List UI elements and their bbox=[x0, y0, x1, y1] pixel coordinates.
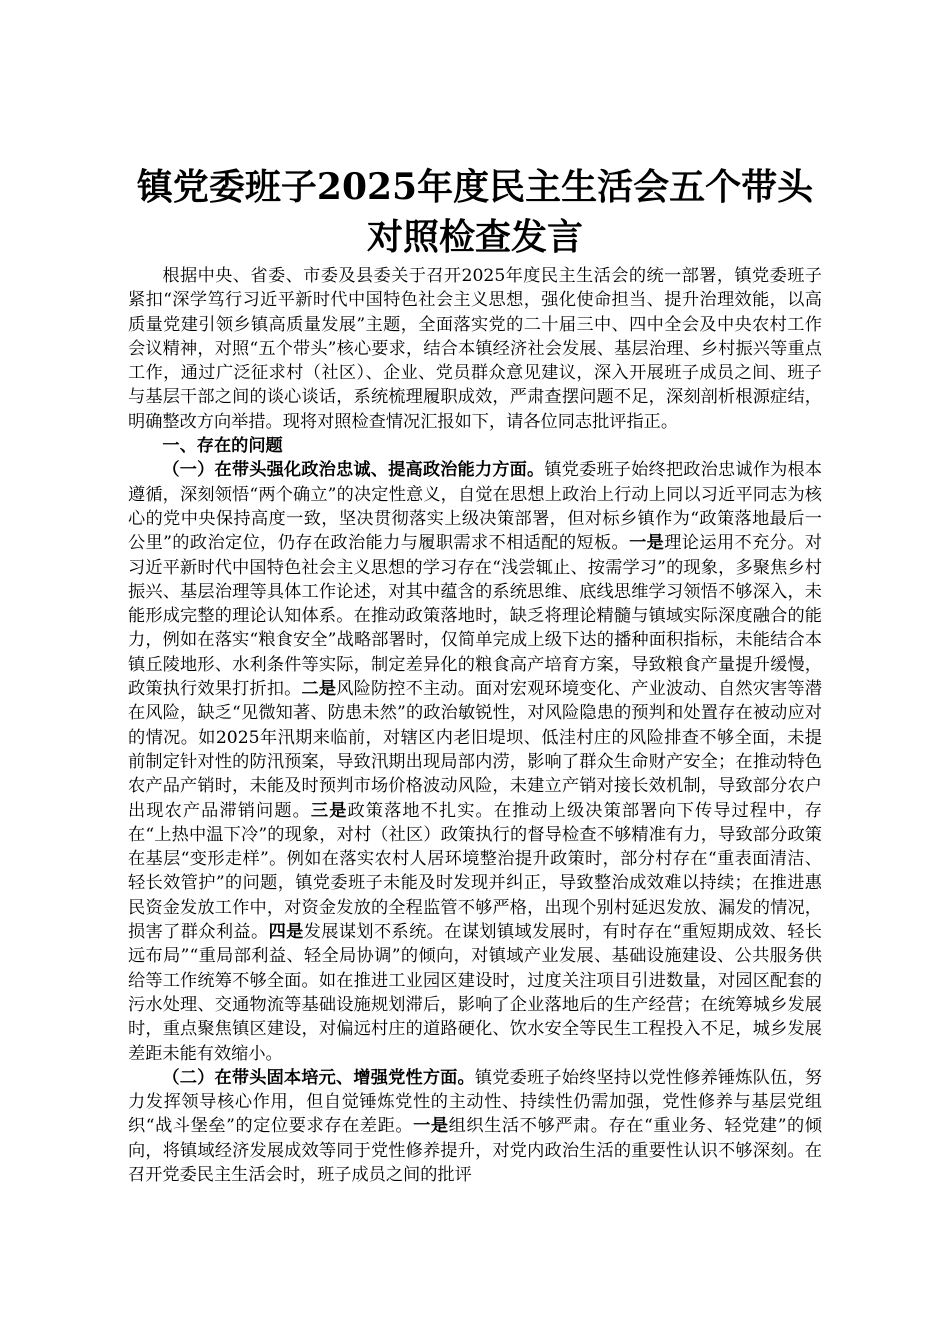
part1-point1-text: 理论运用不充分。对习近平新时代中国特色社会主义思想的学习存在“浅尝辄止、按需学习”的现象，多聚焦乡村振兴、基层治理等具体工作论述，对其中蕴含的系统思维、底线思维学习领悟不够深入，未能形成完整的理论认知体系。在推动政策落地时，缺乏将理论精髓与镇域实际深度融合的能力，例如在落实“粮食安全”战略部署时，仅简单完成上级下达的播种面积指标，未能结合本镇丘陵地形、水利条件等实际，制定差异化的粮食高产培育方案，导致粮食产量提升缓慢，政策执行效果打折扣。 bbox=[128, 533, 822, 700]
part2-text: 镇党委班子始终坚持以党性修养锤炼队伍，努力发挥领导核心作用，但自觉锤炼党性的主动性、持续性仍需加强，党性修养与基层党组织“战斗堡垒”的定位要求存在差距。 bbox=[128, 1067, 822, 1137]
document-title: 镇党委班子2025年度民主生活会五个带头对照检查发言 bbox=[136, 166, 814, 258]
part1-point1-label: 一是 bbox=[629, 533, 665, 554]
part2-paragraph bbox=[128, 1066, 822, 1187]
document-page bbox=[128, 0, 822, 1187]
part2-point1-label: 一是 bbox=[413, 1116, 449, 1137]
section-heading-problems: 一、存在的问题 bbox=[162, 436, 283, 457]
part1-point4-label: 四是 bbox=[268, 922, 304, 943]
part1-point3-label: 三是 bbox=[310, 800, 348, 821]
part1-point4-text: 发展谋划不系统。在谋划镇域发展时，有时存在“重短期成效、轻长远布局”“重局部利益、轻全局协调”的倾向，对镇域产业发展、基础设施建设、公共服务供给等工作统筹不够全面。如在推进工业园区建设时，过度关注项目引进数量，对园区配套的污水处理、交通物流等基础设施规划滞后，影响了企业落地后的生产经营；在统筹城乡发展时，重点聚焦镇区建设，对偏远村庄的道路硬化、饮水安全等民生工程投入不足，城乡发展差距未能有效缩小。 bbox=[128, 922, 822, 1064]
part1-text: 镇党委班子始终把政治忠诚作为根本遵循，深刻领悟“两个确立”的决定性意义，自觉在思想上政治上行动上同以习近平同志为核心的党中央保持高度一致，坚决贯彻落实上级决策部署，但对标乡镇作为“政策落地最后一公里”的政治定位，仍存在政治能力与履职需求不相适配的短板。 bbox=[128, 460, 822, 554]
part1-point2-text: 风险防控不主动。面对宏观环境变化、产业波动、自然灾害等潜在风险，缺乏“见微知著、防患未然”的政治敏锐性，对风险隐患的预判和处置存在被动应对的情况。如2025年汛期来临前，对辖区内老旧堤坝、低洼村庄的风险排查不够全面，未提前制定针对性的防汛预案，导致汛期出现局部内涝，影响了群众生命财产安全；在推动特色农产品产销时，未能及时预判市场价格波动风险，未建立产销对接长效机制，导致部分农户出现农产品滞销问题。 bbox=[128, 679, 822, 821]
part1-point3-text: 政策落地不扎实。在推动上级决策部署向下传导过程中，存在“上热中温下冷”的现象，对村（社区）政策执行的督导检查不够精准有力，导致部分政策在基层“变形走样”。例如在落实农村人居环境整治提升政策时，部分村存在“重表面清洁、轻长效管护”的问题，镇党委班子未能及时发现并纠正，导致整治成效难以持续；在推进惠民资金发放工作中，对资金发放的全程监管不够严格，出现个别村延迟发放、漏发的情况，损害了群众利益。 bbox=[128, 800, 822, 943]
part2-heading: （二）在带头固本培元、增强党性方面。 bbox=[162, 1067, 475, 1088]
intro-paragraph: 根据中央、省委、市委及县委关于召开2025年度民主生活会的统一部署，镇党委班子紧扣“深学笃行习近平新时代中国特色社会主义思想，强化使命担当、提升治理效能，以高质量党建引领乡镇高质量发展”主题，全面落实党的二十届三中、四中全会及中央农村工作会议精神，对照“五个带头”核心要求，结合本镇经济社会发展、基层治理、乡村振兴等重点工作，通过广泛征求村（社区）、企业、党员群众意见建议，深入开展班子成员之间、班子与基层干部之间的谈心谈话，系统梳理履职成效，严肃查摆问题不足，深刻剖析根源症结，明确整改方向举措。现将对照检查情况汇报如下，请各位同志批评指正。 bbox=[128, 266, 822, 432]
part2-point1-text: 组织生活不够严肃。存在“重业务、轻党建”的倾向，将镇域经济发展成效等同于党性修养提升，对党内政治生活的重要性认识不够深刻。在召开党委民主生活会时，班子成员之间的批评 bbox=[128, 1116, 822, 1185]
part1-paragraph bbox=[128, 458, 822, 1065]
part1-heading: （一）在带头强化政治忠诚、提高政治能力方面。 bbox=[162, 460, 545, 481]
part1-point2-label: 二是 bbox=[301, 679, 337, 700]
